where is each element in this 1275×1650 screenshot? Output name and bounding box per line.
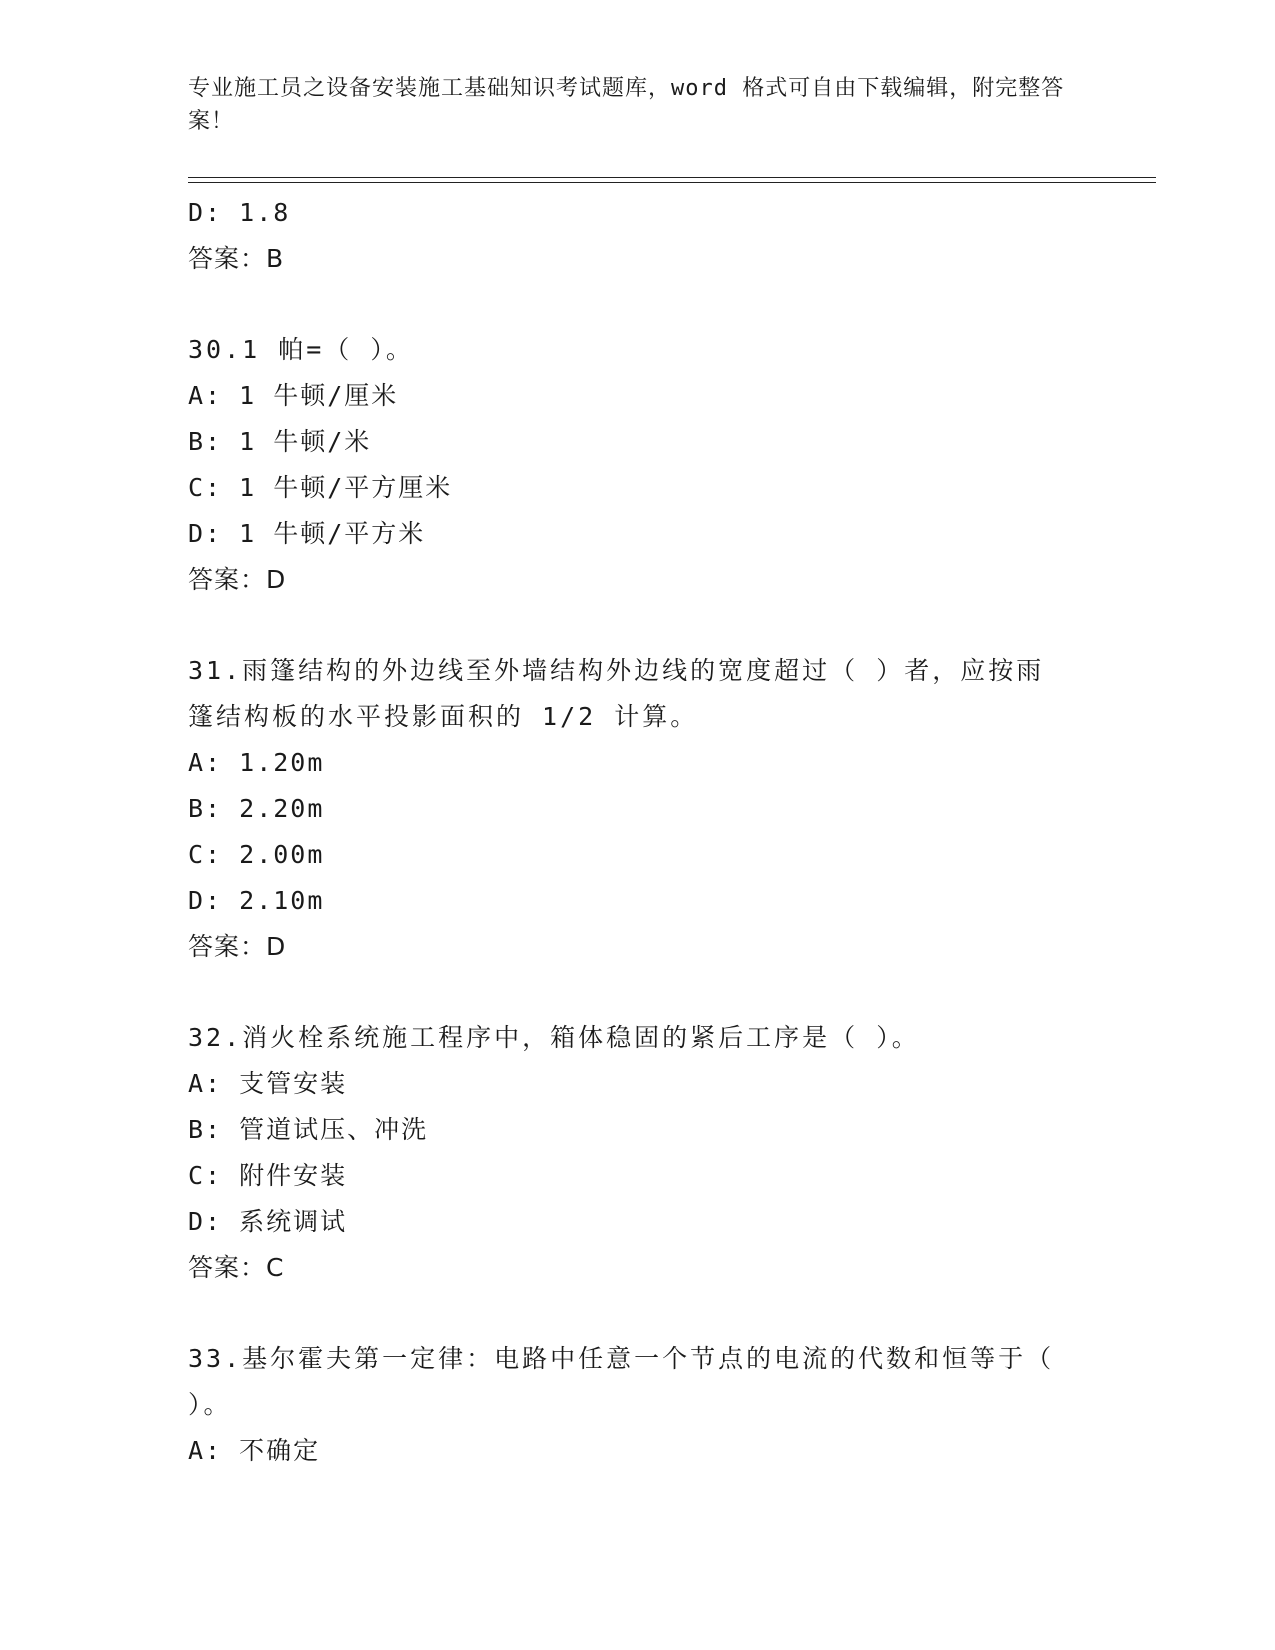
question-33 (188, 1336, 1068, 1474)
option-a: A: 不确定 (188, 1436, 321, 1465)
question-text: 32.消火栓系统施工程序中，箱体稳固的紧后工序是（ ）。 (188, 1023, 920, 1052)
option-d: D: 系统调试 (188, 1207, 348, 1236)
question-text: 30.1 帕=（ ）。 (188, 335, 414, 364)
option-b: B: 1 牛顿/米 (188, 427, 372, 456)
option-a: A: 1.20m (188, 748, 325, 777)
option-d: D: 1 牛顿/平方米 (188, 519, 426, 548)
option-d: D: 1.8 (188, 198, 291, 227)
question-text: 33.基尔霍夫第一定律：电路中任意一个节点的电流的代数和恒等于（ ）。 (188, 1344, 1055, 1419)
option-b: B: 管道试压、冲洗 (188, 1115, 429, 1144)
answer-line: 答案：D (188, 565, 287, 594)
header-note: 专业施工员之设备安装施工基础知识考试题库，word 格式可自由下载编辑，附完整答案！ (188, 76, 1065, 134)
option-d: D: 2.10m (188, 886, 325, 915)
option-c: C: 附件安装 (188, 1161, 348, 1190)
question-32 (188, 1015, 1068, 1291)
question-text: 31.雨篷结构的外边线至外墙结构外边线的宽度超过（ ）者，应按雨篷结构板的水平投影面积的 1/2 计算。 (188, 656, 1045, 731)
option-a: A: 1 牛顿/厘米 (188, 381, 399, 410)
option-c: C: 1 牛顿/平方厘米 (188, 473, 453, 502)
header-divider-top (188, 177, 1156, 178)
answer-line: 答案：C (188, 1253, 285, 1282)
answer-line: 答案：B (188, 244, 285, 273)
question-31 (188, 648, 1068, 970)
option-b: B: 2.20m (188, 794, 325, 823)
option-a: A: 支管安装 (188, 1069, 348, 1098)
question-list (188, 190, 1068, 1474)
header-divider-bottom (188, 182, 1156, 183)
question-30 (188, 327, 1068, 603)
option-c: C: 2.00m (188, 840, 325, 869)
answer-line: 答案：D (188, 932, 287, 961)
